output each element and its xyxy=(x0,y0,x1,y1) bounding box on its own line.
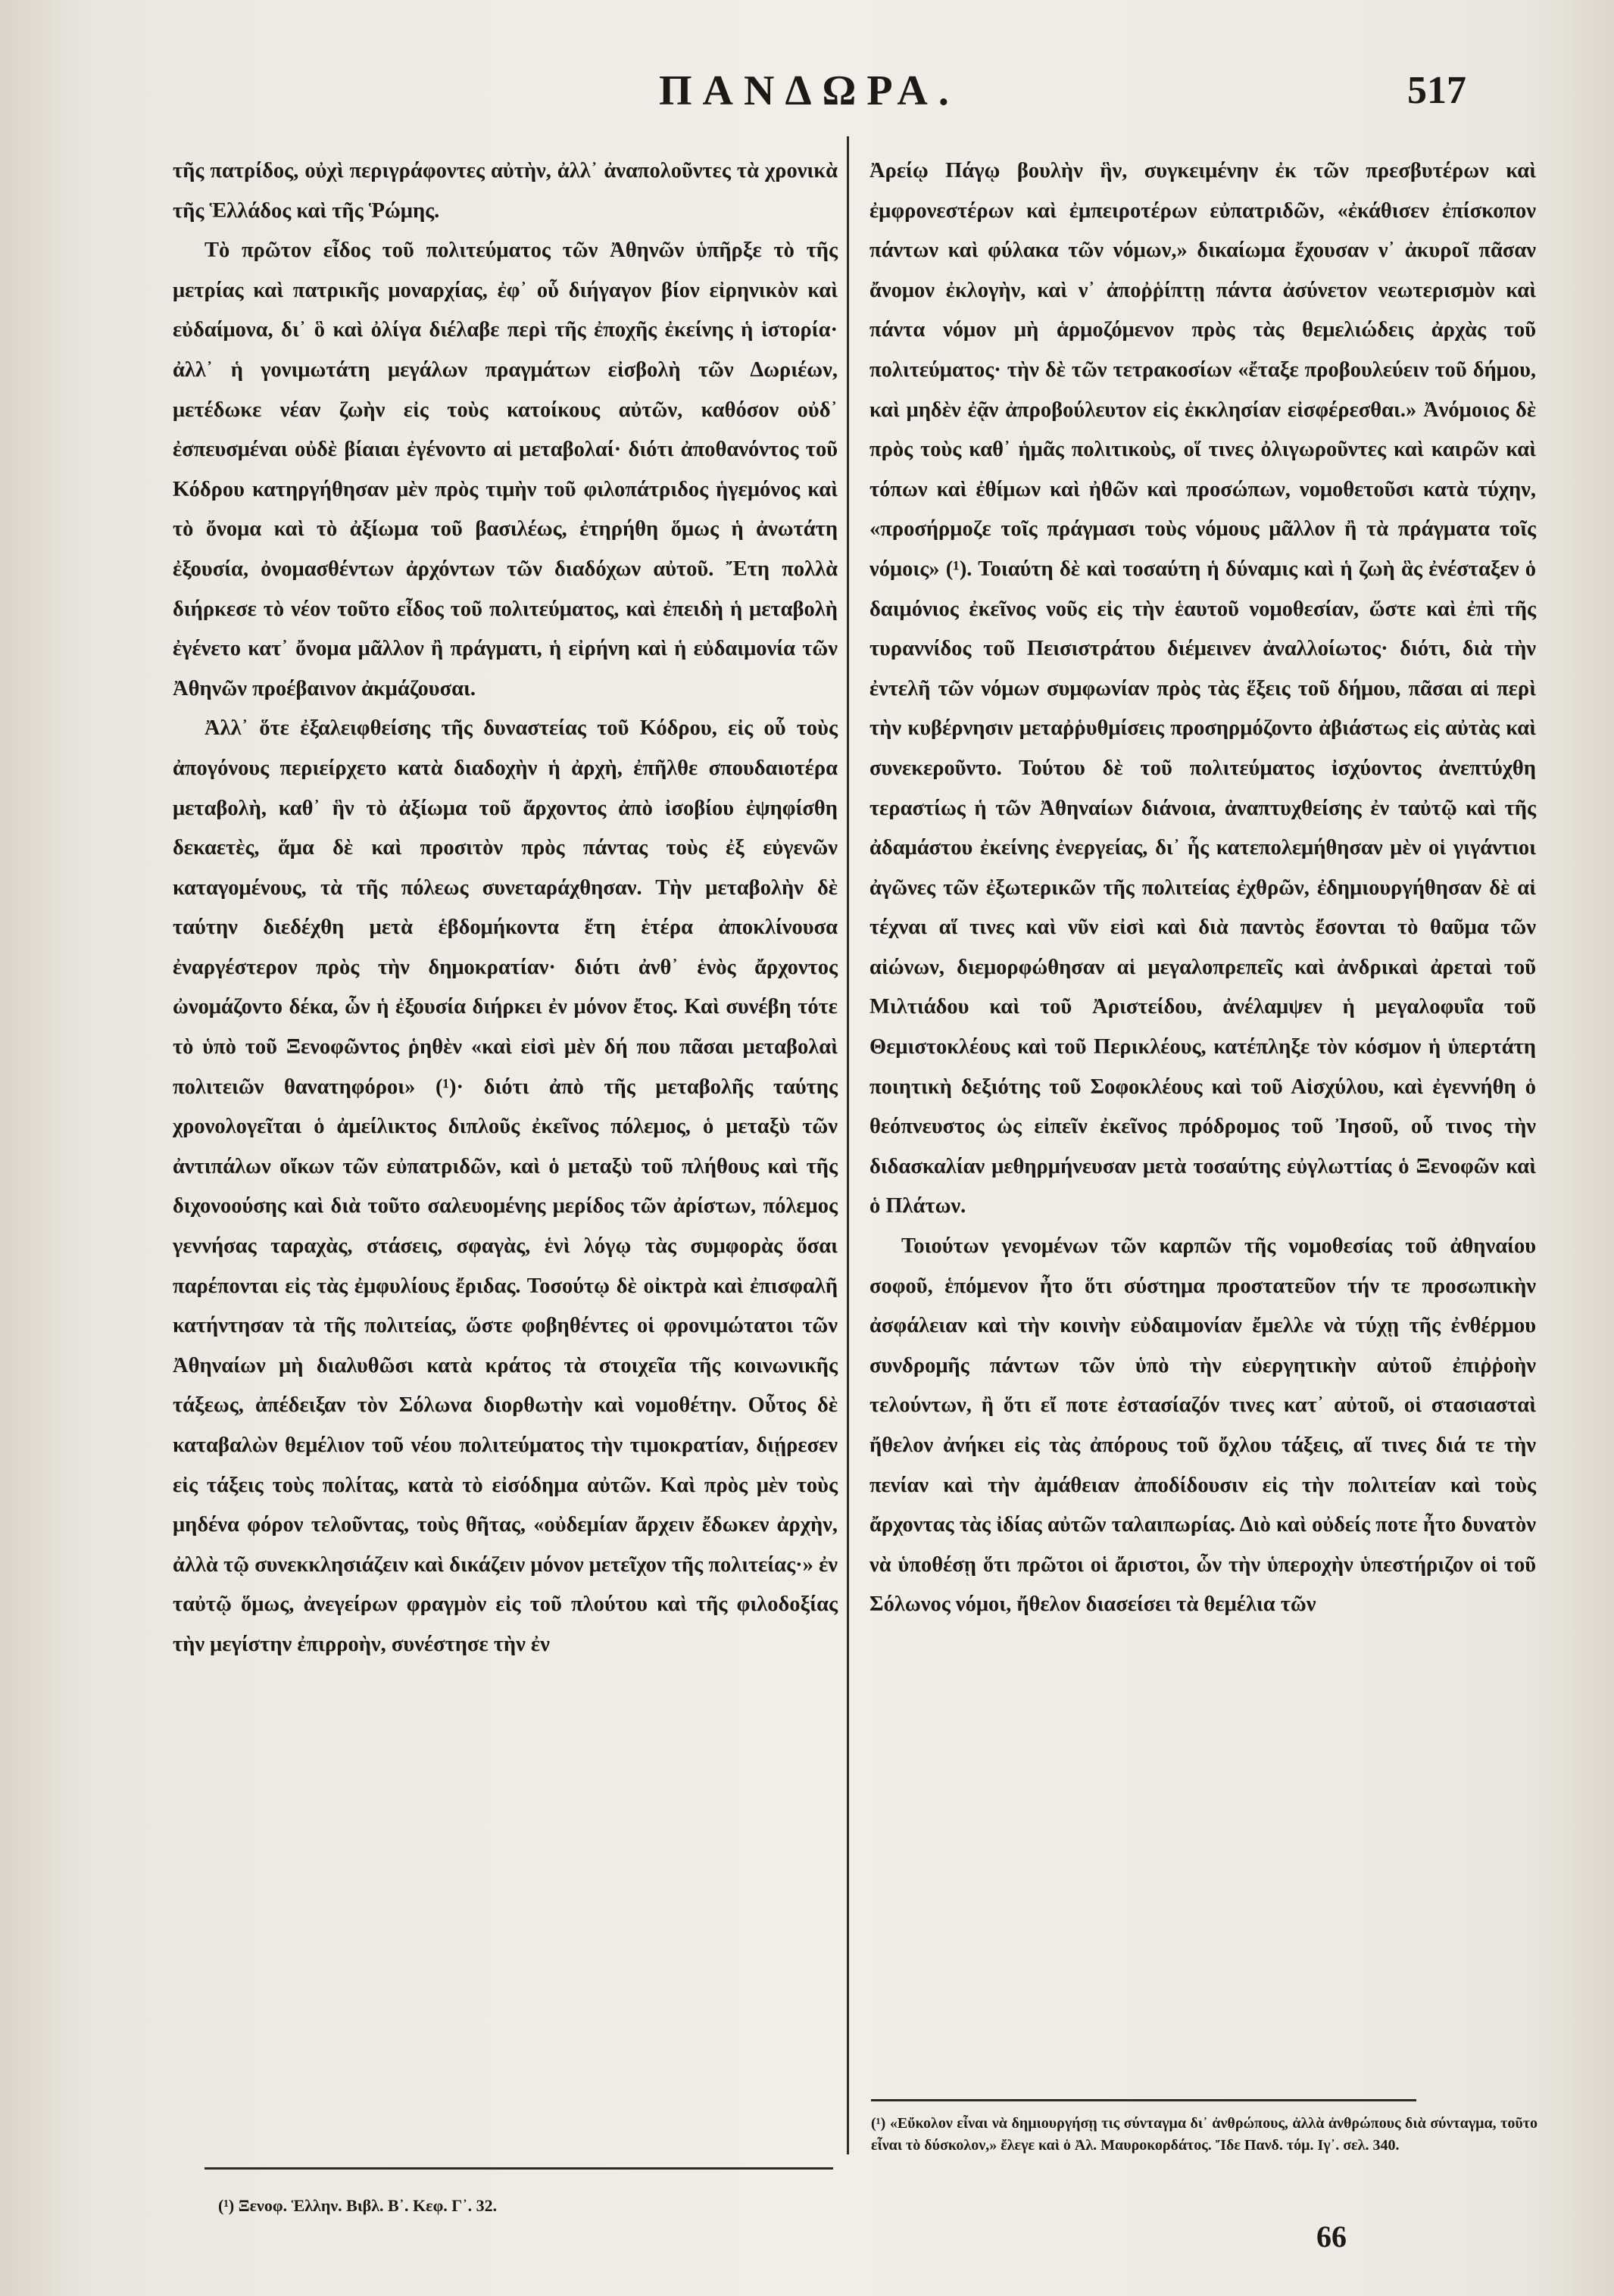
right-paragraph: Τοιούτων γενομένων τῶν καρπῶν τῆς νομοθεσίας τοῦ ἀθηναίου σοφοῦ, ἑπόμενον ἦτο ὅτι σύστημα προστατεῦον τήν τε προσωπικὴν ἀσφάλειαν καὶ τὴν κοινὴν εὐδαιμονίαν ἔμελλε νὰ τύχῃ τῆς ἐνθέρμου συνδρομῆς πάντων τῶν ὑπὸ τὴν εὐεργητικὴν αὐτοῦ ἐπιῤῥοὴν τελούντων, ἢ ὅτι εἴ ποτε ἐστασίαζόν τινες κατ᾽ αὐτοῦ, οἱ στασιασταὶ ἤθελον ἀνήκει εἰς τὰς ἀπόρους τοῦ ὄχλου τάξεις, αἵ τινες διά τε τὴν πενίαν καὶ τὴν ἀμάθειαν ἀποδίδουσιν εἰς τὴν πολιτείαν καὶ τοὺς ἄρχοντας τὰς ἰδίας αὐτῶν ταλαιπωρίας. Διὸ καὶ οὐδείς ποτε ἦτο δυνατὸν νὰ ὑποθέσῃ ὅτι πρῶτοι οἱ ἄριστοι, ὧν τὴν ὑπεροχὴν ὑπεστήριζον οἱ τοῦ Σόλωνος νόμοι, ἤθελον διασείσει τὰ θεμέλια τῶν xyxy=(869,1234,1536,1617)
page-number: 517 xyxy=(1407,69,1466,112)
footnote-left: (¹) Ξενοφ. Ἑλλην. Βιβλ. Β᾽. Κεφ. Γ᾽. 32. xyxy=(218,2196,498,2215)
left-paragraph: Ἀλλ᾽ ὅτε ἐξαλειφθείσης τῆς δυναστείας τοῦ Κόδρου, εἰς οὗ τοὺς ἀπογόνους περιείρχετο κατὰ διαδοχὴν ἡ ἀρχὴ, ἐπῆλθε σπουδαιοτέρα μεταβολὴ, καθ᾽ ἣν τὸ ἀξίωμα τοῦ ἄρχοντος ἀπὸ ἰσοβίου ἐψηφίσθη δεκαετὲς, ἅμα δὲ καὶ προσιτὸν πρὸς πάντας τοὺς ἐξ εὐγενῶν καταγομένους, τὰ τῆς πόλεως συνεταράχθησαν. Τὴν μεταβολὴν δὲ ταύτην διεδέχθη μετὰ ἑβδομήκοντα ἔτη ἑτέρα ἀποκλίνουσα ἐναργέστερον πρὸς τὴν δημοκρατίαν· διότι ἀνθ᾽ ἑνὸς ἄρχοντος ὠνομάζοντο δέκα, ὧν ἡ ἐξουσία διήρκει ἐν μόνον ἔτος. Καὶ συνέβη τότε τὸ ὑπὸ τοῦ Ξενοφῶντος ῥηθὲν «καὶ εἰσὶ μὲν δή που πᾶσαι μεταβολαὶ πολιτειῶν θανατηφόροι» (¹)· διότι ἀπὸ τῆς μεταβολῆς ταύτης χρονολογεῖται ὁ ἀμείλικτος διπλοῦς ἐκεῖνος πόλεμος, ὁ μεταξὺ τῶν ἀντιπάλων οἴκων τῶν εὐπατριδῶν, καὶ ὁ μεταξὺ τοῦ πλήθους καὶ τῆς διχονοούσης καὶ διὰ τοῦτο σαλευομένης μερίδος τῶν ἀρίστων, πόλεμος γεννήσας ταραχὰς, στάσεις, σφαγὰς, ἑνὶ λόγῳ τὰς συμφορὰς ὅσαι παρέπονται εἰς τὰς ἐμφυλίους ἔριδας. Τοσούτῳ δὲ οἰκτρὰ καὶ ἐπισφαλῆ κατήντησαν τὰ τῆς πολιτείας, ὥστε φοβηθέντες οἱ φρονιμώτατοι τῶν Ἀθηναίων μὴ διαλυθῶσι κατὰ κράτος τὰ στοιχεῖα τῆς κοινωνικῆς τάξεως, ἀπέδειξαν τὸν Σόλωνα διορθωτὴν καὶ νομοθέτην. Οὗτος δὲ καταβαλὼν θεμέλιον τοῦ νέου πολιτεύματος τὴν τιμοκρατίαν, διῄρεσεν εἰς τάξεις τοὺς πολίτας, κατὰ τὸ εἰσόδημα αὐτῶν. Καὶ πρὸς μὲν τοὺς μηδένα φόρον τελοῦντας, τοὺς θῆτας, «οὐδεμίαν ἄρχειν ἔδωκεν ἀρχὴν, ἀλλὰ τῷ συνεκκλησιάζειν καὶ δικάζειν μόνον μετεῖχον τῆς πολιτείας·» ἐν ταὐτῷ ὅμως, ἀνεγείρων φραγμὸν εἰς τοῦ πλούτου καὶ τῆς φιλοδοξίας τὴν μεγίστην ἐπιρροὴν, συνέστησε τὴν ἐν xyxy=(173,716,838,1656)
column-divider xyxy=(847,136,849,2154)
page-header-title: ΠΑΝΔΩΡΑ. xyxy=(659,67,960,114)
right-column xyxy=(869,151,1536,1625)
footnote-rule-right xyxy=(871,2099,1416,2101)
left-column xyxy=(173,151,838,1665)
right-paragraph: Ἀρείῳ Πάγῳ βουλὴν ἣν, συγκειμένην ἐκ τῶν πρεσβυτέρων καὶ ἐμφρονεστέρων καὶ ἐμπειροτέρων εὐπατριδῶν, «ἐκάθισεν ἐπίσκοπον πάντων καὶ φύλακα τῶν νόμων,» δικαίωμα ἔχουσαν ν᾽ ἀκυροῖ πᾶσαν ἄνομον ἐκλογὴν, καὶ ν᾽ ἀποῤῥίπτῃ πάντα ἀσύνετον νεωτερισμὸν καὶ πάντα νόμον μὴ ἁρμοζόμενον πρὸς τὰς θεμελιώδεις ἀρχὰς τοῦ πολιτεύματος· τὴν δὲ τῶν τετρακοσίων «ἔταξε προβουλεύειν τοῦ δήμου, καὶ μηδὲν ἐᾷν ἀπροβούλευτον εἰς ἐκκλησίαν εἰσφέρεσθαι.» Ἀνόμοιος δὲ πρὸς τοὺς καθ᾽ ἡμᾶς πολιτικοὺς, οἵ τινες ὀλιγωροῦντες καὶ καιρῶν καὶ τόπων καὶ ἐθίμων καὶ ἠθῶν καὶ προσώπων, νομοθετοῦσι κατὰ τύχην, «προσήρμοζε τοῖς πράγμασι τοὺς νόμους μᾶλλον ἢ τὰ πράγματα τοῖς νόμοις» (¹). Τοιαύτη δὲ καὶ τοσαύτη ἡ δύναμις καὶ ἡ ζωὴ ἃς ἐνέσταξεν ὁ δαιμόνιος ἐκεῖνος νοῦς εἰς τὴν ἑαυτοῦ νομοθεσίαν, ὥστε καὶ ἐπὶ τῆς τυραννίδος τοῦ Πεισιστράτου διέμεινεν ἀναλλοίωτος· διότι, διὰ τὴν ἐντελῆ τῶν νόμων συμφωνίαν πρὸς τὰς ἕξεις τοῦ δήμου, πᾶσαι αἱ περὶ τὴν κυβέρνησιν μεταῤῥυθμίσεις προσηρμόζοντο ἀβιάστως εἰς αὐτὰς καὶ συνεκεροῦντο. Τούτου δὲ τοῦ πολιτεύματος ἰσχύοντος ἀνεπτύχθη τεραστίως ἡ τῶν Ἀθηναίων διάνοια, ἀναπτυχθείσης ἐν ταὐτῷ καὶ τῆς ἀδαμάστου ἐκείνης ἐνεργείας, δι᾽ ἧς κατεπολεμήθησαν μὲν οἱ γιγάντιοι ἀγῶνες τῶν ἐξωτερικῶν τῆς πολιτείας ἐχθρῶν, ἐδημιουργήθησαν δὲ αἱ τέχναι αἵ τινες καὶ νῦν εἰσὶ καὶ διὰ παντὸς ἔσονται τὸ θαῦμα τῶν αἰώνων, διεμορφώθησαν αἱ μεγαλοπρεπεῖς καὶ ἀνδρικαὶ ἀρεταὶ τοῦ Μιλτιάδου καὶ τοῦ Ἀριστείδου, ἀνέλαμψεν ἡ μεγαλοφυΐα τοῦ Θεμιστοκλέους καὶ τοῦ Περικλέους, κατέπληξε τὸν κόσμον ἡ ὑπερτάτη ποιητικὴ δεξιότης τοῦ Σοφοκλέους καὶ τοῦ Αἰσχύλου, καὶ ἐγεννήθη ὁ θεόπνευστος ὡς εἰπεῖν ἐκεῖνος πρόδρομος τοῦ Ἰησοῦ, οὗ τινος τὴν διδασκαλίαν μεθηρμήνευσαν μετὰ τοσαύτης εὐγλωττίας ὁ Ξενοφῶν καὶ ὁ Πλάτων. xyxy=(869,159,1536,1218)
footnote-right: (¹) «Εὔκολον εἶναι νὰ δημιουργήσῃ τις σύνταγμα δι᾽ ἀνθρώπους, ἀλλὰ ἀνθρώπους διὰ σύνταγμα, τοῦτο εἶναι τὸ δύσκολον,» ἔλεγε καὶ ὁ Ἀλ. Μαυροκορδάτος. Ἴδε Πανδ. τόμ. Ιγ᾽. σελ. 340. xyxy=(871,2115,1538,2154)
footnote-rule-left xyxy=(204,2167,833,2170)
signature-mark: 66 xyxy=(1316,2220,1347,2254)
left-paragraph: Τὸ πρῶτον εἶδος τοῦ πολιτεύματος τῶν Ἀθηνῶν ὑπῆρξε τὸ τῆς μετρίας καὶ πατρικῆς μοναρχίας, ἐφ᾽ οὗ διήγαγον βίον εἰρηνικὸν καὶ εὐδαίμονα, δι᾽ ὃ καὶ ὀλίγα διέλαβε περὶ τῆς ἐποχῆς ἐκείνης ἡ ἱστορία· ἀλλ᾽ ἡ γονιμωτάτη μεγάλων πραγμάτων εἰσβολὴ τῶν Δωριέων, μετέδωκε νέαν ζωὴν εἰς τοὺς κατοίκους αὐτῶν, καθόσον οὐδ᾽ ἐσπευσμέναι οὐδὲ βίαιαι ἐγένοντο αἱ μεταβολαί· διότι ἀποθανόντος τοῦ Κόδρου κατηργήθησαν μὲν πρὸς τιμὴν τοῦ φιλοπάτριδος ἡγεμόνος καὶ τὸ ὄνομα καὶ τὸ ἀξίωμα τοῦ βασιλέως, ἐτηρήθη ὅμως ἡ ἀνωτάτη ἐξουσία, ὀνομασθέντων ἀρχόντων τῶν διαδόχων αὐτοῦ. Ἔτη πολλὰ διήρκεσε τὸ νέον τοῦτο εἶδος τοῦ πολιτεύματος, καὶ ἐπειδὴ ἡ μεταβολὴ ἐγένετο κατ᾽ ὄνομα μᾶλλον ἢ πράγματι, ἡ εἰρήνη καὶ ἡ εὐδαιμονία τῶν Ἀθηνῶν προέβαινον ἀκμάζουσαι. xyxy=(173,239,838,700)
left-paragraph: τῆς πατρίδος, οὐχὶ περιγράφοντες αὐτὴν, ἀλλ᾽ ἀναπολοῦντες τὰ χρονικὰ τῆς Ἑλλάδος καὶ τῆς Ῥώμης. xyxy=(173,159,838,223)
